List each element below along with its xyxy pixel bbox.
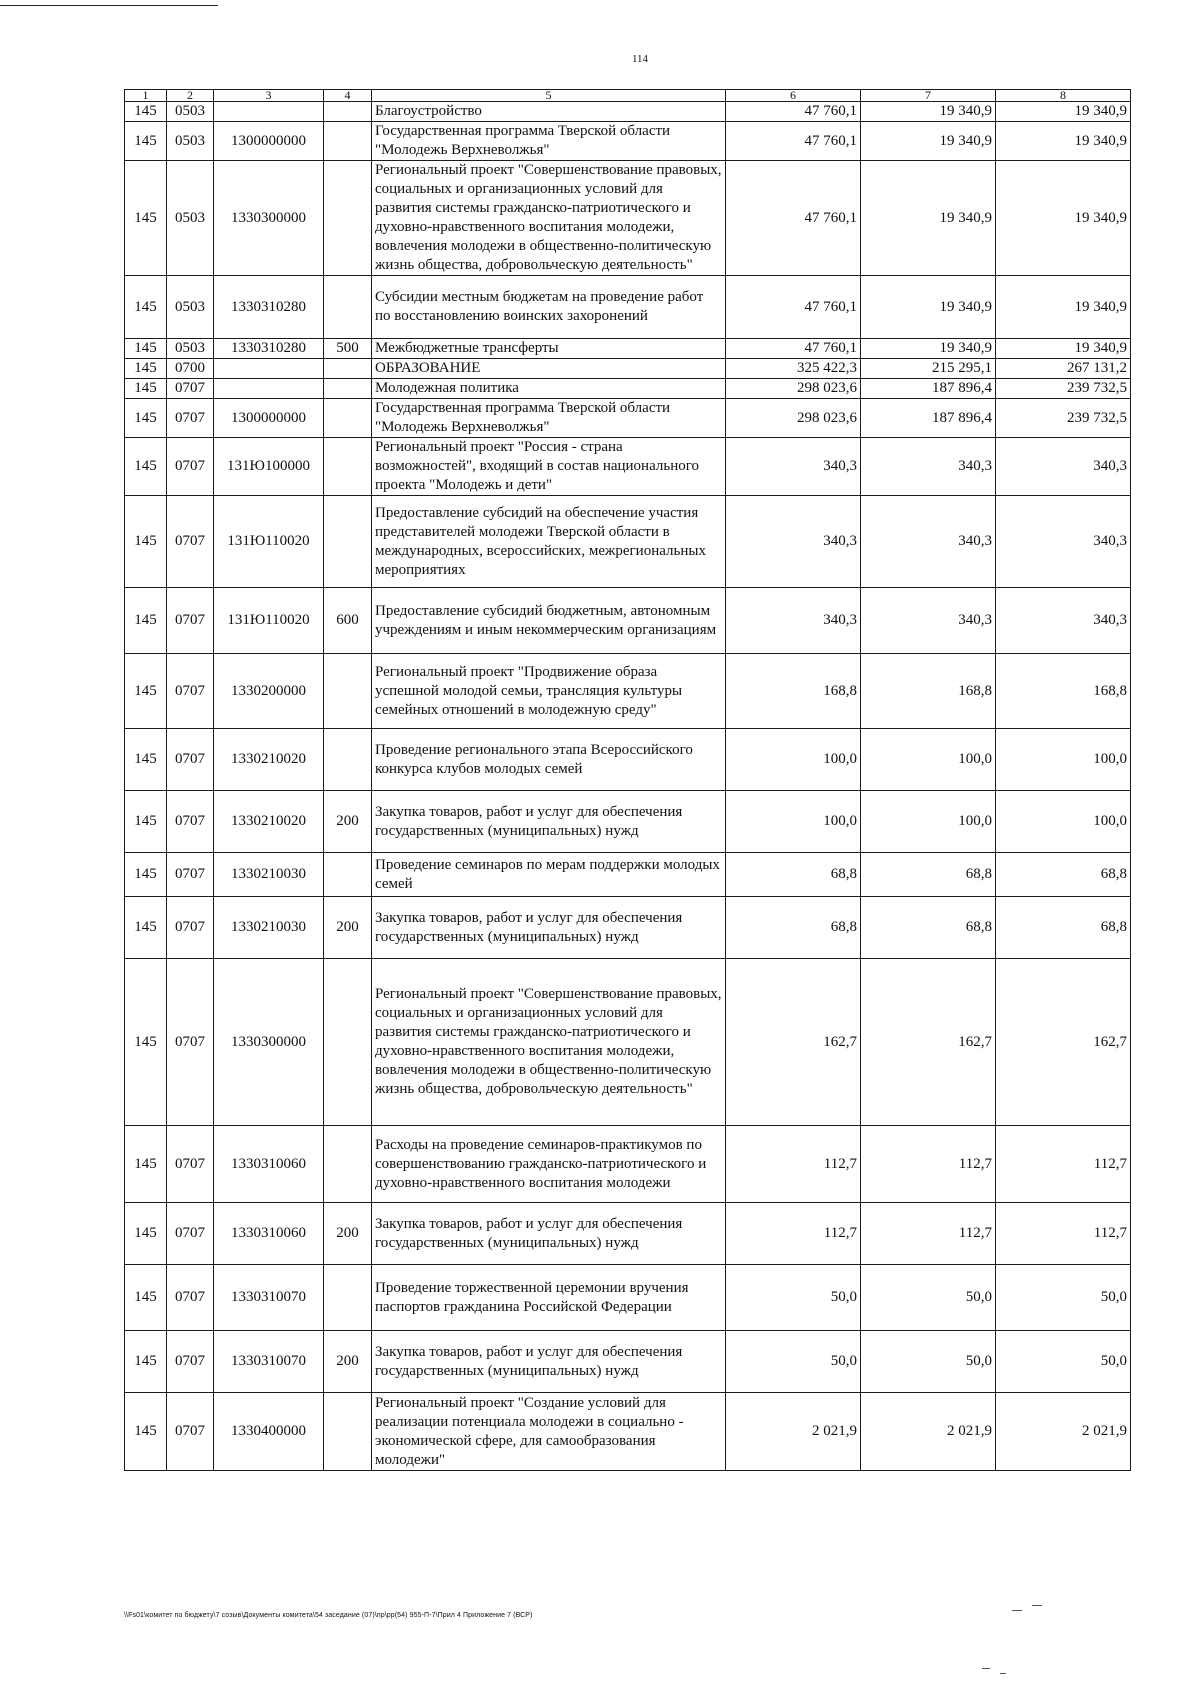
cell-expense-type (324, 1265, 372, 1331)
page-number: 114 (631, 53, 649, 65)
cell-target: 131Ю100000 (214, 438, 324, 496)
cell-value-7: 112,7 (861, 1126, 996, 1203)
cell-value-8: 19 340,9 (996, 276, 1131, 339)
cell-value-6: 325 422,3 (726, 359, 861, 379)
table-row (125, 102, 1131, 122)
cell-value-8: 112,7 (996, 1203, 1131, 1265)
header-cell: 7 (861, 90, 996, 102)
cell-target: 1330210020 (214, 791, 324, 853)
cell-value-7: 19 340,9 (861, 102, 996, 122)
cell-value-8: 68,8 (996, 897, 1131, 959)
cell-description: ОБРАЗОВАНИЕ (372, 359, 726, 379)
table-row (125, 339, 1131, 359)
cell-value-7: 340,3 (861, 496, 996, 588)
table-row (125, 654, 1131, 729)
cell-value-7: 19 340,9 (861, 122, 996, 161)
cell-admin: 145 (125, 959, 167, 1126)
cell-description: Закупка товаров, работ и услуг для обеспечения государственных (муниципальных) нужд (372, 897, 726, 959)
cell-admin: 145 (125, 102, 167, 122)
header-cell: 1 (125, 90, 167, 102)
header-cell: 6 (726, 90, 861, 102)
cell-description: Предоставление субсидий на обеспечение участия представителей молодежи Тверской области в международных, всероссийских, межрегиональных мероприятиях (372, 496, 726, 588)
cell-target: 1330400000 (214, 1393, 324, 1471)
cell-section: 0707 (167, 496, 214, 588)
table-row (125, 853, 1131, 897)
table-row (125, 161, 1131, 276)
table-row (125, 1203, 1131, 1265)
cell-description: Государственная программа Тверской области "Молодежь Верхневолжья" (372, 122, 726, 161)
cell-admin: 145 (125, 359, 167, 379)
cell-target: 1330300000 (214, 161, 324, 276)
table-row (125, 276, 1131, 339)
cell-value-6: 298 023,6 (726, 399, 861, 438)
table-row (125, 379, 1131, 399)
cell-expense-type (324, 1393, 372, 1471)
scan-mark (1032, 1605, 1042, 1606)
cell-description: Региональный проект "Россия - страна возможностей", входящий в состав национального проекта "Молодежь и дети" (372, 438, 726, 496)
cell-value-8: 340,3 (996, 496, 1131, 588)
cell-admin: 145 (125, 399, 167, 438)
cell-section: 0707 (167, 1126, 214, 1203)
table-row (125, 359, 1131, 379)
cell-value-7: 50,0 (861, 1331, 996, 1393)
cell-section: 0707 (167, 1265, 214, 1331)
cell-description: Предоставление субсидий бюджетным, автономным учреждениям и иным некоммерческим организациям (372, 588, 726, 654)
cell-target: 131Ю110020 (214, 496, 324, 588)
cell-admin: 145 (125, 1393, 167, 1471)
cell-value-7: 19 340,9 (861, 161, 996, 276)
scan-mark (982, 1668, 990, 1669)
cell-value-6: 47 760,1 (726, 276, 861, 339)
cell-section: 0707 (167, 588, 214, 654)
cell-value-8: 50,0 (996, 1331, 1131, 1393)
table-row (125, 438, 1131, 496)
cell-value-8: 50,0 (996, 1265, 1131, 1331)
cell-section: 0707 (167, 1393, 214, 1471)
cell-value-8: 239 732,5 (996, 399, 1131, 438)
header-cell: 5 (372, 90, 726, 102)
cell-expense-type: 200 (324, 897, 372, 959)
cell-value-8: 168,8 (996, 654, 1131, 729)
cell-value-6: 47 760,1 (726, 161, 861, 276)
cell-admin: 145 (125, 729, 167, 791)
cell-section: 0503 (167, 276, 214, 339)
cell-admin: 145 (125, 1126, 167, 1203)
cell-value-6: 340,3 (726, 588, 861, 654)
cell-target: 1330310070 (214, 1331, 324, 1393)
cell-expense-type (324, 161, 372, 276)
cell-admin: 145 (125, 897, 167, 959)
table-row (125, 588, 1131, 654)
cell-target: 1330310280 (214, 276, 324, 339)
cell-section: 0503 (167, 102, 214, 122)
cell-value-7: 340,3 (861, 588, 996, 654)
cell-admin: 145 (125, 339, 167, 359)
cell-expense-type: 500 (324, 339, 372, 359)
cell-value-6: 2 021,9 (726, 1393, 861, 1471)
cell-target: 1330310060 (214, 1203, 324, 1265)
cell-value-8: 19 340,9 (996, 339, 1131, 359)
cell-value-7: 187 896,4 (861, 379, 996, 399)
cell-expense-type (324, 438, 372, 496)
cell-target: 1330300000 (214, 959, 324, 1126)
cell-expense-type (324, 359, 372, 379)
cell-admin: 145 (125, 496, 167, 588)
cell-description: Региональный проект "Продвижение образа успешной молодой семьи, трансляция культуры семейных отношений в молодежную среду" (372, 654, 726, 729)
cell-value-8: 68,8 (996, 853, 1131, 897)
cell-admin: 145 (125, 276, 167, 339)
cell-value-6: 47 760,1 (726, 339, 861, 359)
cell-value-7: 340,3 (861, 438, 996, 496)
table-row (125, 791, 1131, 853)
cell-value-7: 112,7 (861, 1203, 996, 1265)
cell-admin: 145 (125, 853, 167, 897)
cell-value-6: 298 023,6 (726, 379, 861, 399)
cell-description: Закупка товаров, работ и услуг для обеспечения государственных (муниципальных) нужд (372, 1203, 726, 1265)
cell-section: 0707 (167, 729, 214, 791)
cell-target: 1330210020 (214, 729, 324, 791)
cell-value-6: 162,7 (726, 959, 861, 1126)
cell-section: 0707 (167, 399, 214, 438)
cell-target (214, 379, 324, 399)
cell-value-6: 68,8 (726, 853, 861, 897)
cell-value-8: 340,3 (996, 438, 1131, 496)
table-row (125, 1126, 1131, 1203)
cell-section: 0707 (167, 853, 214, 897)
cell-admin: 145 (125, 122, 167, 161)
cell-description: Проведение семинаров по мерам поддержки молодых семей (372, 853, 726, 897)
cell-description: Благоустройство (372, 102, 726, 122)
scan-mark (1000, 1673, 1006, 1674)
cell-section: 0707 (167, 654, 214, 729)
cell-value-6: 50,0 (726, 1265, 861, 1331)
cell-admin: 145 (125, 1331, 167, 1393)
cell-value-7: 19 340,9 (861, 276, 996, 339)
cell-value-7: 2 021,9 (861, 1393, 996, 1471)
cell-value-8: 162,7 (996, 959, 1131, 1126)
table-row (125, 122, 1131, 161)
cell-value-6: 112,7 (726, 1203, 861, 1265)
cell-section: 0503 (167, 122, 214, 161)
cell-value-7: 162,7 (861, 959, 996, 1126)
header-cell: 3 (214, 90, 324, 102)
cell-expense-type (324, 729, 372, 791)
cell-section: 0707 (167, 379, 214, 399)
cell-value-7: 187 896,4 (861, 399, 996, 438)
cell-expense-type (324, 276, 372, 339)
cell-expense-type (324, 959, 372, 1126)
cell-value-6: 168,8 (726, 654, 861, 729)
cell-target: 1330310060 (214, 1126, 324, 1203)
cell-expense-type: 600 (324, 588, 372, 654)
cell-value-6: 112,7 (726, 1126, 861, 1203)
cell-description: Государственная программа Тверской области "Молодежь Верхневолжья" (372, 399, 726, 438)
cell-value-7: 168,8 (861, 654, 996, 729)
header-cell: 8 (996, 90, 1131, 102)
cell-expense-type (324, 379, 372, 399)
cell-expense-type (324, 1126, 372, 1203)
cell-expense-type (324, 122, 372, 161)
cell-target: 1300000000 (214, 122, 324, 161)
cell-description: Региональный проект "Совершенствование правовых, социальных и организационных условий для развития системы гражданско-патриотического и духовно-нравственного воспитания молодежи, вовлечения молодежи в общественно-политическую жизнь общества, добровольческую деятельность" (372, 959, 726, 1126)
budget-table (124, 89, 1131, 1471)
cell-value-8: 19 340,9 (996, 102, 1131, 122)
scan-mark (1012, 1610, 1022, 1611)
cell-value-8: 112,7 (996, 1126, 1131, 1203)
table-row (125, 729, 1131, 791)
cell-value-6: 100,0 (726, 791, 861, 853)
cell-expense-type (324, 496, 372, 588)
cell-section: 0707 (167, 438, 214, 496)
cell-expense-type (324, 853, 372, 897)
cell-admin: 145 (125, 379, 167, 399)
cell-value-6: 68,8 (726, 897, 861, 959)
cell-target (214, 102, 324, 122)
cell-expense-type: 200 (324, 1331, 372, 1393)
cell-description: Региональный проект "Совершенствование правовых, социальных и организационных условий для развития системы гражданско-патриотического и духовно-нравственного воспитания молодежи, вовлечения молодежи в общественно-политическую жизнь общества, добровольческую деятельность" (372, 161, 726, 276)
header-cell: 4 (324, 90, 372, 102)
cell-value-7: 19 340,9 (861, 339, 996, 359)
table-row (125, 959, 1131, 1126)
cell-expense-type (324, 654, 372, 729)
cell-value-7: 68,8 (861, 897, 996, 959)
table-row (125, 496, 1131, 588)
cell-section: 0700 (167, 359, 214, 379)
cell-target: 1330210030 (214, 897, 324, 959)
table-header-row (125, 90, 1131, 102)
cell-value-8: 19 340,9 (996, 161, 1131, 276)
cell-section: 0707 (167, 1203, 214, 1265)
cell-description: Проведение регионального этапа Всероссийского конкурса клубов молодых семей (372, 729, 726, 791)
cell-target: 1300000000 (214, 399, 324, 438)
top-rule (0, 5, 218, 6)
cell-value-7: 100,0 (861, 729, 996, 791)
cell-target: 1330200000 (214, 654, 324, 729)
cell-value-7: 215 295,1 (861, 359, 996, 379)
cell-expense-type: 200 (324, 791, 372, 853)
cell-value-8: 100,0 (996, 791, 1131, 853)
table-row (125, 1393, 1131, 1471)
cell-value-7: 50,0 (861, 1265, 996, 1331)
cell-target: 1330210030 (214, 853, 324, 897)
table-body (125, 90, 1131, 1471)
cell-value-6: 47 760,1 (726, 102, 861, 122)
cell-section: 0707 (167, 959, 214, 1126)
cell-section: 0503 (167, 339, 214, 359)
cell-section: 0503 (167, 161, 214, 276)
cell-expense-type: 200 (324, 1203, 372, 1265)
cell-target (214, 359, 324, 379)
cell-admin: 145 (125, 791, 167, 853)
cell-target: 1330310070 (214, 1265, 324, 1331)
cell-value-8: 19 340,9 (996, 122, 1131, 161)
cell-admin: 145 (125, 1265, 167, 1331)
cell-description: Закупка товаров, работ и услуг для обеспечения государственных (муниципальных) нужд (372, 1331, 726, 1393)
cell-target: 1330310280 (214, 339, 324, 359)
cell-value-6: 50,0 (726, 1331, 861, 1393)
cell-value-6: 100,0 (726, 729, 861, 791)
cell-value-8: 340,3 (996, 588, 1131, 654)
cell-value-7: 100,0 (861, 791, 996, 853)
cell-description: Закупка товаров, работ и услуг для обеспечения государственных (муниципальных) нужд (372, 791, 726, 853)
table-row (125, 1265, 1131, 1331)
cell-description: Субсидии местным бюджетам на проведение работ по восстановлению воинских захоронений (372, 276, 726, 339)
cell-admin: 145 (125, 161, 167, 276)
cell-value-6: 340,3 (726, 496, 861, 588)
table-row (125, 897, 1131, 959)
file-path-footer: \\Fs01\комитет по бюджету\7 созыв\Документы комитета\54 заседание (07)\пр\рр(54) 955-П-7\Прил 4 Приложение 7 (ВСР) (124, 1612, 533, 1619)
cell-value-8: 267 131,2 (996, 359, 1131, 379)
cell-admin: 145 (125, 654, 167, 729)
cell-value-8: 239 732,5 (996, 379, 1131, 399)
cell-value-8: 100,0 (996, 729, 1131, 791)
table-row (125, 399, 1131, 438)
cell-description: Проведение торжественной церемонии вручения паспортов гражданина Российской Федерации (372, 1265, 726, 1331)
cell-admin: 145 (125, 1203, 167, 1265)
cell-expense-type (324, 102, 372, 122)
cell-section: 0707 (167, 791, 214, 853)
cell-target: 131Ю110020 (214, 588, 324, 654)
cell-description: Молодежная политика (372, 379, 726, 399)
cell-section: 0707 (167, 1331, 214, 1393)
cell-value-6: 340,3 (726, 438, 861, 496)
cell-value-7: 68,8 (861, 853, 996, 897)
cell-expense-type (324, 399, 372, 438)
cell-section: 0707 (167, 897, 214, 959)
header-cell: 2 (167, 90, 214, 102)
cell-description: Региональный проект "Создание условий для реализации потенциала молодежи в социально - экономической сфере, для самообразования молодежи" (372, 1393, 726, 1471)
cell-admin: 145 (125, 438, 167, 496)
table-row (125, 1331, 1131, 1393)
cell-description: Межбюджетные трансферты (372, 339, 726, 359)
cell-value-8: 2 021,9 (996, 1393, 1131, 1471)
cell-description: Расходы на проведение семинаров-практикумов по совершенствованию гражданско-патриотического и духовно-нравственного воспитания молодежи (372, 1126, 726, 1203)
cell-value-6: 47 760,1 (726, 122, 861, 161)
cell-admin: 145 (125, 588, 167, 654)
